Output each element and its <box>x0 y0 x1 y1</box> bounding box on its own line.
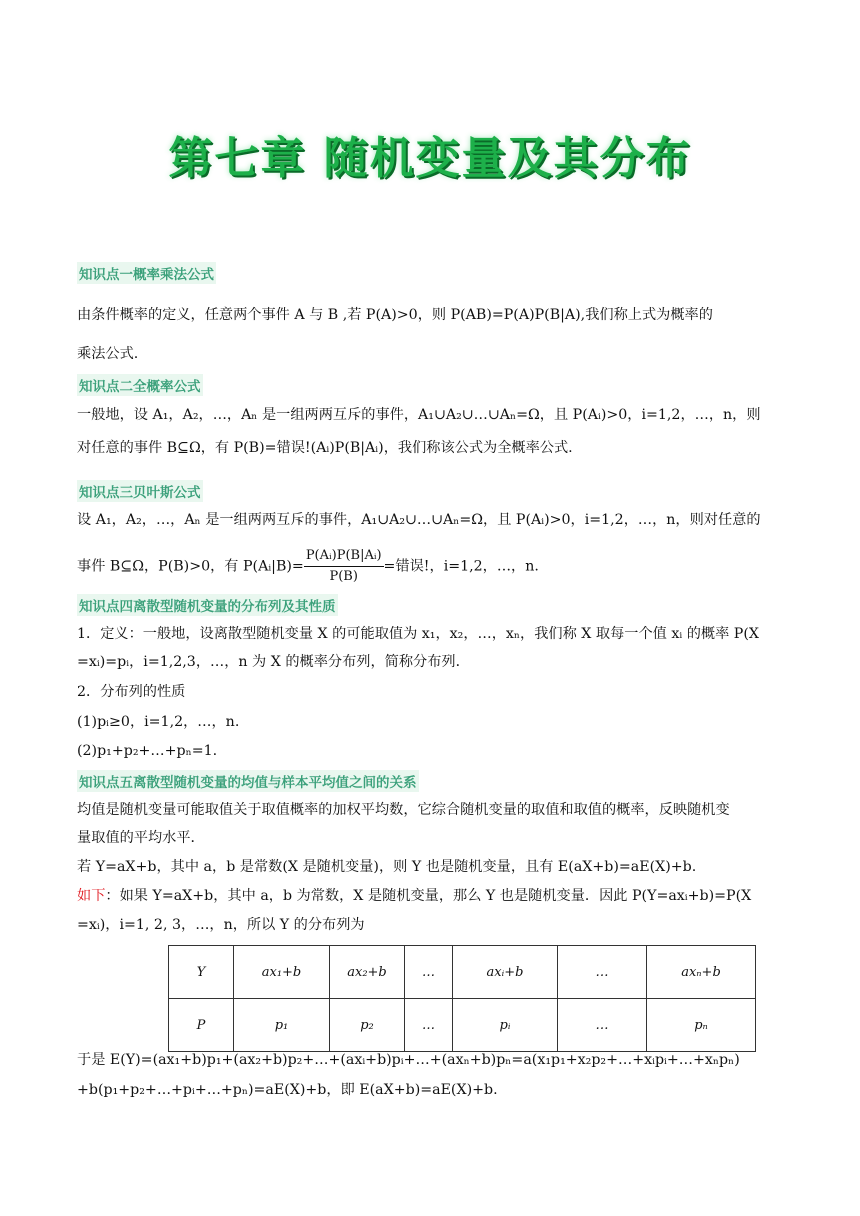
section-4-line-5: (2)p₁+p₂+…+pₙ=1. <box>77 743 218 759</box>
section-3-line-2 <box>77 546 539 587</box>
section-5-line-6: 于是 E(Y)=(ax₁+b)p₁+(ax₂+b)p₂+…+(axᵢ+b)pᵢ+…+(axₙ+b)pₙ=a(x₁p₁+x₂p₂+…+xᵢpᵢ+…+xₙpₙ) <box>77 1052 740 1068</box>
example-label: 如下 <box>77 888 106 904</box>
table-row <box>169 946 756 999</box>
table-cell: p₂ <box>330 999 405 1052</box>
bayes-denominator: P(B) <box>329 569 358 584</box>
section-heading-4: 知识点四离散型随机变量的分布列及其性质 <box>77 594 338 616</box>
section-3-line-1: 设 A₁，A₂，…，Aₙ 是一组两两互斥的事件，A₁∪A₂∪…∪Aₙ=Ω，且 P(Aᵢ)>0，i=1,2，…，n，则对任意的 <box>77 512 761 528</box>
section-3-line-2-tail: =错误!，i=1,2，…，n. <box>383 558 539 575</box>
table-row <box>169 999 756 1052</box>
section-4-line-3: 2．分布列的性质 <box>77 684 186 700</box>
table-cell: axᵢ+b <box>453 946 558 999</box>
section-4-line-4: (1)pᵢ≥0，i=1,2，…，n. <box>77 714 240 730</box>
table-cell: Y <box>169 946 234 999</box>
section-heading-5: 知识点五离散型随机变量的均值与样本平均值之间的关系 <box>77 770 419 792</box>
section-5-line-2: 量取值的平均水平． <box>77 830 205 846</box>
section-5-line-7: +b(p₁+p₂+…+pᵢ+…+pₙ)=aE(X)+b，即 E(aX+b)=aE(X)+b. <box>77 1082 498 1098</box>
section-heading-1: 知识点一概率乘法公式 <box>77 262 216 284</box>
section-5-line-1: 均值是随机变量可能取值关于取值概率的加权平均数，它综合随机变量的取值和取值的概率，反映随机变 <box>77 802 730 818</box>
section-4-line-1: 1．定义：一般地，设离散型随机变量 X 的可能取值为 x₁，x₂，…，xₙ，我们称 X 取每一个值 xᵢ 的概率 P(X <box>77 626 759 642</box>
section-1-line-1: 由条件概率的定义，任意两个事件 A 与 B ,若 P(A)>0，则 P(AB)=P(A)P(B|A),我们称上式为概率的 <box>77 307 713 323</box>
section-2-line-1: 一般地，设 A₁，A₂，…，Aₙ 是一组两两互斥的事件，A₁∪A₂∪…∪Aₙ=Ω，且 P(Aᵢ)>0，i=1,2，…，n，则 <box>77 407 761 423</box>
table-cell: P <box>169 999 234 1052</box>
bayes-fraction <box>304 546 384 587</box>
section-heading-3: 知识点三贝叶斯公式 <box>77 480 203 502</box>
table-cell: … <box>405 999 453 1052</box>
chapter-title: 第七章 随机变量及其分布 <box>168 133 692 184</box>
section-1-line-2: 乘法公式. <box>77 346 139 362</box>
section-5-line-4-text: ：如果 Y=aX+b，其中 a，b 为常数，X 是随机变量，那么 Y 也是随机变量．因此 P(Y=axᵢ+b)=P(X <box>105 888 752 904</box>
bayes-numerator: P(Aᵢ)P(B|Aᵢ) <box>304 546 384 567</box>
section-2-line-2: 对任意的事件 B⊆Ω，有 P(B)=错误!(Aᵢ)P(B|Aᵢ)，我们称该公式为全概率公式. <box>77 440 573 456</box>
section-5-line-3: 若 Y=aX+b，其中 a，b 是常数(X 是随机变量)，则 Y 也是随机变量，且有 E(aX+b)=aE(X)+b. <box>77 859 697 875</box>
section-heading-2: 知识点二全概率公式 <box>77 374 203 396</box>
table-cell: axₙ+b <box>647 946 756 999</box>
section-5-line-4 <box>77 886 751 906</box>
table-cell: ax₂+b <box>330 946 405 999</box>
table-cell: … <box>558 999 647 1052</box>
table-cell: … <box>558 946 647 999</box>
section-3-line-2-lead: 事件 B⊆Ω，P(B)>0，有 P(Aᵢ|B)= <box>77 558 304 575</box>
table-cell: pₙ <box>647 999 756 1052</box>
section-5-line-5: =xᵢ)，i=1, 2, 3，…，n，所以 Y 的分布列为 <box>77 917 365 933</box>
distribution-table <box>168 945 756 1052</box>
section-4-line-2: =xᵢ)=pᵢ，i=1,2,3，…，n 为 X 的概率分布列，简称分布列． <box>77 654 470 670</box>
table-cell: … <box>405 946 453 999</box>
table-cell: p₁ <box>234 999 330 1052</box>
table-cell: ax₁+b <box>234 946 330 999</box>
table-cell: pᵢ <box>453 999 558 1052</box>
